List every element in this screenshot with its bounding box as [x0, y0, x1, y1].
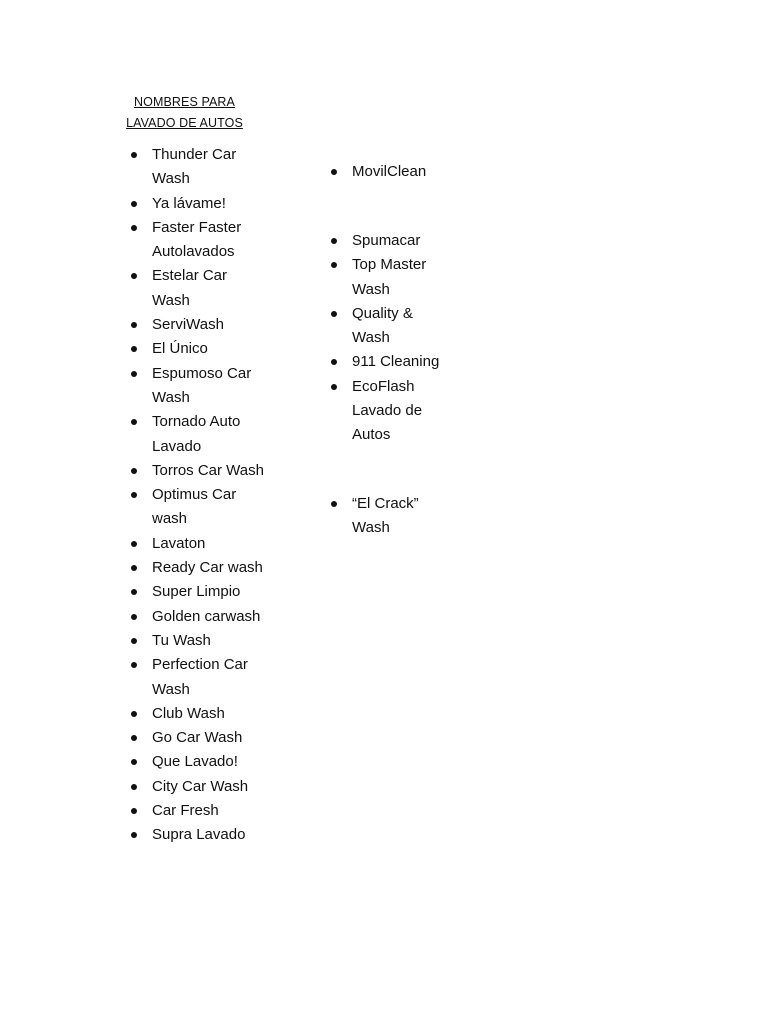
bullet-icon: [331, 311, 337, 317]
list-item: [152, 580, 264, 604]
bullet-icon: [131, 273, 137, 279]
bullet-icon: [331, 238, 337, 244]
bullet-icon: [331, 501, 337, 507]
bullet-icon: [331, 359, 337, 365]
names-list-column-1: [152, 143, 264, 848]
list-item-text: Spumacar: [352, 232, 421, 249]
bullet-icon: [131, 468, 137, 474]
bullet-icon: [131, 711, 137, 717]
list-item-text: Tornado Auto Lavado: [152, 413, 241, 455]
names-list-column-2-group-3: [352, 492, 452, 541]
document-title: [112, 92, 257, 134]
list-item: [152, 192, 264, 216]
list-item: [152, 264, 264, 313]
list-item-text: Thunder Car Wash: [152, 146, 237, 188]
list-item: [152, 337, 264, 361]
list-item: [352, 253, 452, 302]
list-item-text: Faster Faster Autolavados: [152, 218, 242, 261]
list-item-text: El Único: [152, 340, 208, 358]
list-item-text: Quality & Wash: [352, 304, 413, 347]
list-item-text: Car Fresh: [152, 802, 219, 820]
list-item-text: Go Car Wash: [152, 729, 243, 747]
bullet-icon: [131, 541, 137, 547]
bullet-icon: [331, 262, 337, 268]
list-item-text: Torros Car Wash: [152, 461, 264, 479]
list-item: [352, 229, 452, 253]
bullet-icon: [131, 565, 137, 571]
list-item-text: Espumoso Car Wash: [152, 364, 252, 406]
list-item-text: Optimus Car wash: [152, 486, 237, 528]
list-item: [352, 160, 452, 184]
bullet-icon: [131, 614, 137, 620]
names-list-column-2-group-1: [352, 160, 452, 184]
list-item: [352, 375, 452, 448]
bullet-icon: [131, 346, 137, 352]
list-item: [352, 350, 452, 374]
list-item: [152, 313, 264, 337]
list-item-text: MovilClean: [352, 163, 427, 180]
list-item: [152, 410, 264, 459]
list-item: [152, 362, 264, 411]
bullet-icon: [131, 784, 137, 790]
bullet-icon: [131, 808, 137, 814]
list-item: [152, 629, 264, 653]
list-item-text: Tu Wash: [152, 631, 211, 649]
list-item-text: Ready Car wash: [152, 559, 263, 577]
bullet-icon: [131, 492, 137, 498]
list-item-text: Lavaton: [152, 534, 206, 552]
list-item-text: City Car Wash: [152, 777, 249, 795]
list-item-text: Supra Lavado: [152, 826, 246, 844]
list-item-text: Estelar Car Wash: [152, 267, 228, 309]
list-item-text: Top Master Wash: [352, 256, 427, 298]
bullet-icon: [131, 589, 137, 595]
bullet-icon: [131, 832, 137, 838]
list-item: [152, 459, 264, 483]
list-item: [152, 726, 264, 750]
list-item-text: 911 Cleaning: [352, 353, 440, 371]
list-item-text: “El Crack” Wash: [352, 495, 419, 537]
bullet-icon: [131, 759, 137, 765]
list-item: [352, 302, 452, 351]
list-item-text: Super Limpio: [152, 583, 241, 601]
list-item: [152, 556, 264, 580]
list-item: [352, 492, 452, 541]
list-item: [152, 483, 264, 532]
list-item: [152, 702, 264, 726]
title-line-2: LAVADO DE AUTOS: [126, 116, 243, 130]
bullet-icon: [131, 371, 137, 377]
list-item-text: Perfection Car Wash: [152, 656, 248, 698]
bullet-icon: [131, 225, 137, 231]
title-line-1: NOMBRES PARA: [134, 95, 235, 109]
list-item: [152, 750, 264, 774]
list-item: [152, 823, 264, 847]
list-item: [152, 605, 264, 629]
list-item-text: EcoFlash Lavado de Autos: [352, 377, 423, 444]
list-item: [152, 653, 264, 702]
bullet-icon: [131, 662, 137, 668]
bullet-icon: [131, 322, 137, 328]
list-item-text: Que Lavado!: [152, 753, 238, 771]
list-item-text: ServiWash: [152, 316, 224, 334]
bullet-icon: [131, 735, 137, 741]
bullet-icon: [131, 638, 137, 644]
bullet-icon: [131, 152, 137, 158]
bullet-icon: [331, 384, 337, 390]
list-item: [152, 799, 264, 823]
list-item: [152, 143, 264, 192]
list-item-text: Club Wash: [152, 704, 225, 722]
bullet-icon: [131, 201, 137, 207]
list-item-text: Ya lávame!: [152, 194, 226, 212]
list-item-text: Golden carwash: [152, 607, 261, 625]
names-list-column-2-group-2: [352, 229, 452, 448]
list-item: [152, 532, 264, 556]
list-item: [152, 775, 264, 799]
list-item: [152, 216, 264, 265]
bullet-icon: [131, 419, 137, 425]
bullet-icon: [331, 169, 337, 175]
